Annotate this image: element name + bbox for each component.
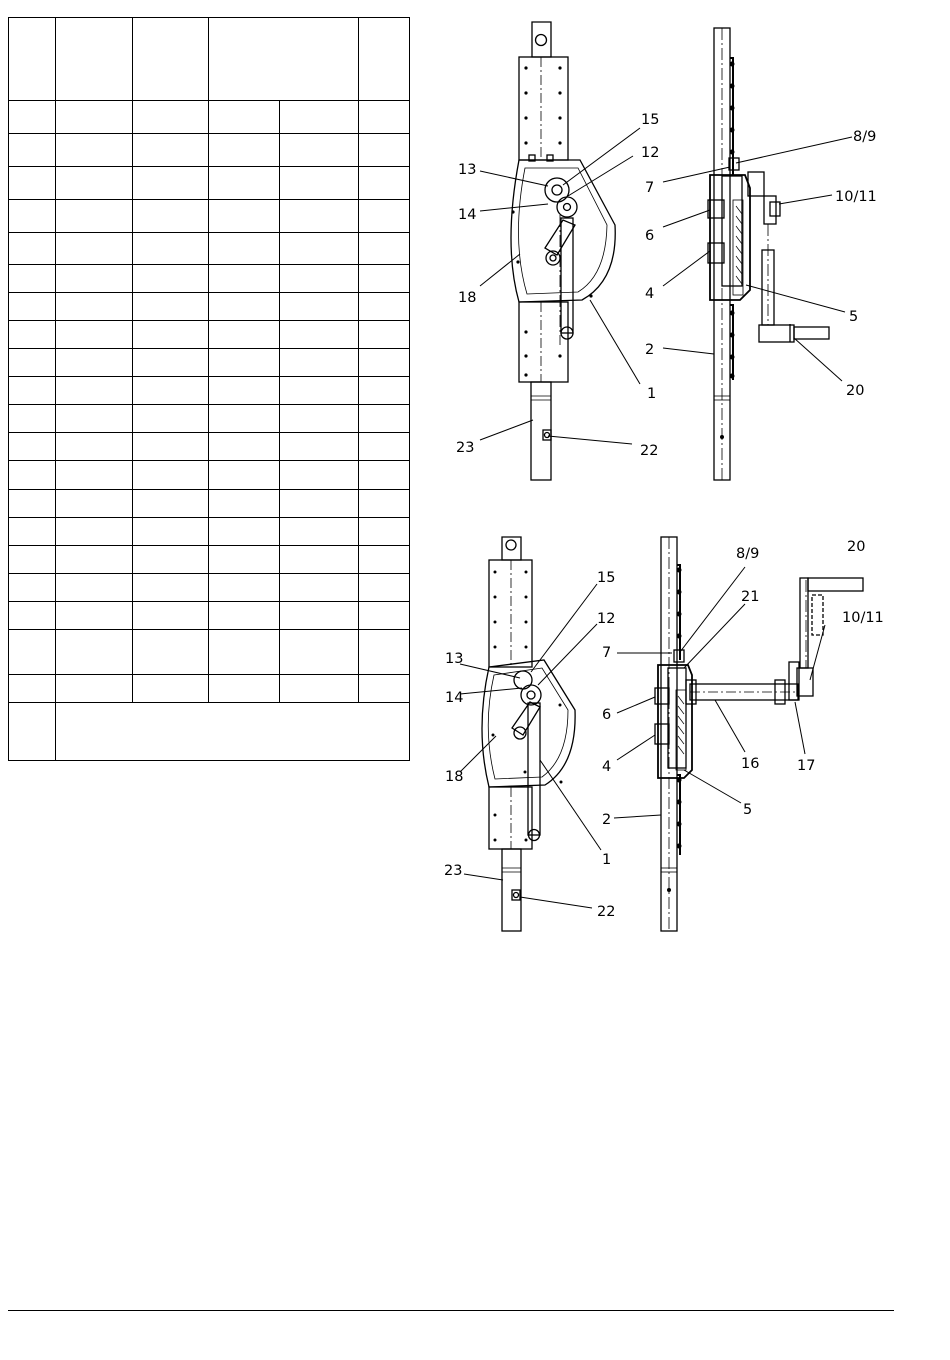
callout-23: 23: [444, 863, 463, 879]
callout-2: 2: [645, 342, 655, 358]
callout-12: 12: [597, 611, 616, 627]
callout-2: 2: [602, 812, 612, 828]
callout-21: 21: [741, 589, 760, 605]
callout-7: 7: [645, 180, 655, 196]
callout-15: 15: [641, 112, 660, 128]
callout-18: 18: [445, 769, 464, 785]
callout-20: 20: [847, 539, 866, 555]
callout-1: 1: [647, 386, 657, 402]
callout-4: 4: [602, 759, 612, 775]
callout-16: 16: [741, 756, 760, 772]
callout-6: 6: [645, 228, 655, 244]
callout-12: 12: [641, 145, 660, 161]
callout-14: 14: [445, 690, 464, 706]
callout-13: 13: [445, 651, 464, 667]
callout-14: 14: [458, 207, 477, 223]
callout-8-9: 8/9: [736, 546, 760, 562]
callout-22: 22: [597, 904, 616, 920]
callout-5: 5: [743, 802, 753, 818]
callout-10-11: 10/11: [842, 610, 884, 626]
callout-15: 15: [597, 570, 616, 586]
callout-18: 18: [458, 290, 477, 306]
callout-23: 23: [456, 440, 475, 456]
winch-side-view-top: [708, 28, 829, 480]
callout-7: 7: [602, 645, 612, 661]
winch-front-view-top: [511, 22, 615, 480]
callout-20: 20: [846, 383, 865, 399]
callout-6: 6: [602, 707, 612, 723]
callout-22: 22: [640, 443, 659, 459]
callout-1: 1: [602, 852, 612, 868]
footer-rule: [8, 1310, 894, 1311]
callout-5: 5: [849, 309, 859, 325]
callout-13: 13: [458, 162, 477, 178]
callout-10-11: 10/11: [835, 189, 877, 205]
callout-4: 4: [645, 286, 655, 302]
callout-8-9: 8/9: [853, 129, 877, 145]
winch-front-view-bottom: [482, 537, 575, 931]
callout-17: 17: [797, 758, 816, 774]
